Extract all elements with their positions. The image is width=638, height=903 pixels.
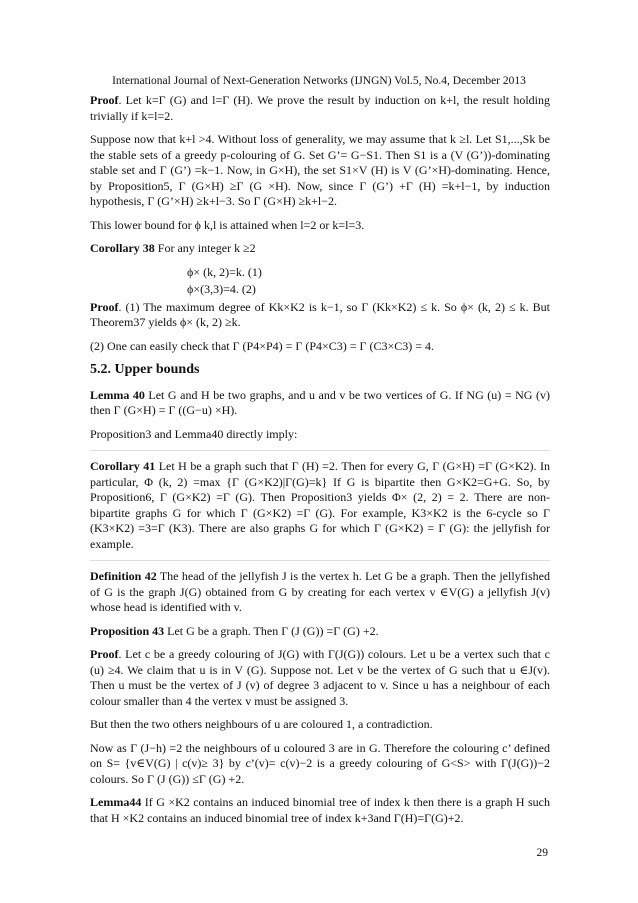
paragraph — [90, 569, 550, 616]
paragraph-text: Now as Γ (J−h) =2 the neighbours of u coloured 3 are in G. Therefore the colouring c’ defined on S= {v∈V(G) | c(v)≥ 3} by c’(v)= c(v)−2 is a greedy colouring of G<S> with Γ(J(G))−2 colours. So Γ (J (G)) ≤Γ (G) +2. — [90, 740, 550, 786]
paragraph — [90, 93, 550, 124]
paragraph-text: . (1) The maximum degree of Kk×K2 is k−1, so Γ (Kk×K2) ≤ k. So ϕ× (k, 2) ≤ k. But Theorem37 yields ϕ× (k, 2) ≥k. — [90, 299, 550, 329]
paragraph-label: Corollary 38 — [90, 241, 155, 255]
paragraph-text: If G ×K2 contains an induced binomial tree of index k then there is a graph H such that H ×K2 contains an induced binomial tree of index k+3and Γ(H)=Γ(G)+2. — [90, 795, 550, 825]
paragraph — [90, 647, 550, 709]
paragraph — [90, 427, 550, 443]
page-body — [90, 93, 550, 834]
paragraph-text: For any integer k ≥2 — [154, 241, 256, 255]
paragraph-text: But then the two others neighbours of u are coloured 1, a contradiction. — [90, 717, 433, 731]
paragraph-text: Proposition3 and Lemma40 directly imply: — [90, 426, 298, 441]
paragraph-label: Proposition 43 — [90, 623, 165, 638]
paragraph-text: Suppose now that k+l >4. Without loss of generality, we may assume that k ≥l. Let S1,...,Sk be the stable sets of a greedy p-colouring of G. Set G’= G−S1. Then S1 is a (V (G’))-dominating stable set and Γ (G’) =k−1. Now, in G×H), the set S1×V (H) is V (G’×H)-dominating. Hence, by Proposition5, Γ (G×H) ≥Γ (G ×H). Now, since Γ (G’) +Γ (H) =k+l−1, by induction hypothesis, Γ (G’×H) ≥k+l−3. So Γ (G×H) ≥k+l−2. — [90, 132, 550, 208]
paragraph-label: Definition 42 — [90, 569, 157, 583]
paragraph — [90, 717, 550, 733]
paragraph — [90, 459, 550, 552]
section-divider — [90, 560, 550, 561]
paragraph — [90, 795, 550, 826]
paragraph-text: . Let k=Γ (G) and l=Γ (H). We prove the result by induction on k+l, the result holding trivially if k=l=2. — [90, 93, 550, 123]
running-header: International Journal of Next-Generation Networks (IJNGN) Vol.5, No.4, December 2013 — [112, 75, 526, 87]
section-heading: 5.2. Upper bounds — [90, 362, 200, 377]
paragraph-text: Let G be a graph. Then Γ (J (G)) =Γ (G) +2. — [164, 623, 379, 638]
paragraph-text: (2) One can easily check that Γ (P4×P4) = Γ (P4×C3) = Γ (C3×C3) = 4. — [90, 338, 435, 353]
paragraph-label: Lemma 40 — [90, 387, 145, 402]
paragraph-text: Let H be a graph such that Γ (H) =2. Then for every G, Γ (G×H) =Γ (G×K2). In particular, Φ (k, 2) =max {Γ (G×K2)|Γ(G)=k} If G is bipartite then G×K2=G+G. So, by Proposition6, Γ (G×K2) =Γ (G). Then Proposition3 yields Φ× (2, 2) = 2. There are non-bipartite graphs G for which Γ (G×K2) =Γ (G). For example, K3×K2 is the 6-cycle so Γ (K3×K2) =3=Γ (K3). There are also graphs G for which Γ (G×K2) = Γ (G): the jellyfish for example. — [90, 459, 550, 551]
paragraph-text: ϕ×(3,3)=4. (2) — [187, 282, 256, 296]
paragraph — [90, 132, 550, 210]
paragraph-label: Proof — [90, 299, 119, 314]
paragraph — [90, 624, 550, 640]
paragraph — [90, 388, 550, 419]
paragraph-text: ϕ× (k, 2)=k. (1) — [187, 264, 262, 279]
paragraph — [90, 218, 550, 234]
page-number: 29 — [536, 847, 548, 859]
paragraph-label: Proof — [90, 647, 119, 661]
section-divider — [90, 450, 550, 451]
paragraph-text: This lower bound for ϕ k,l is attained when l=2 or k=l=3. — [90, 217, 365, 232]
paragraph — [90, 339, 550, 355]
paragraph-text: Let G and H be two graphs, and u and v be two vertices of G. If NG (u) = NG (v) then Γ (G×H) = Γ ((G−u) ×H). — [90, 387, 550, 417]
paragraph — [90, 300, 550, 331]
paragraph-text: The head of the jellyfish J is the vertex h. Let G be a graph. Then the jellyfished of G is the graph J(G) obtained from G by creating for each vertex v ∈V(G) a jellyfish J(v) whose head is identified with v. — [90, 569, 550, 614]
paragraph-label: Proof — [90, 93, 119, 107]
paragraph-text: . Let c be a greedy colouring of J(G) with Γ(J(G)) colours. Let u be a vertex such that c (u) ≥4. We claim that u is in V (G). Suppose not. Let v be the vertex of G such that u ∈J(v). Then u must be the vertex of J (v) of degree 3 adjacent to v. Since u has a neighbour of each colour smaller than 4 the vertex v must be assigned 3. — [90, 647, 550, 708]
paragraph-label: Lemma44 — [90, 795, 142, 809]
paragraph-label: Corollary 41 — [90, 459, 156, 473]
paragraph — [90, 282, 550, 298]
paragraph — [90, 241, 550, 257]
paragraph — [90, 265, 550, 281]
paragraph — [90, 741, 550, 788]
